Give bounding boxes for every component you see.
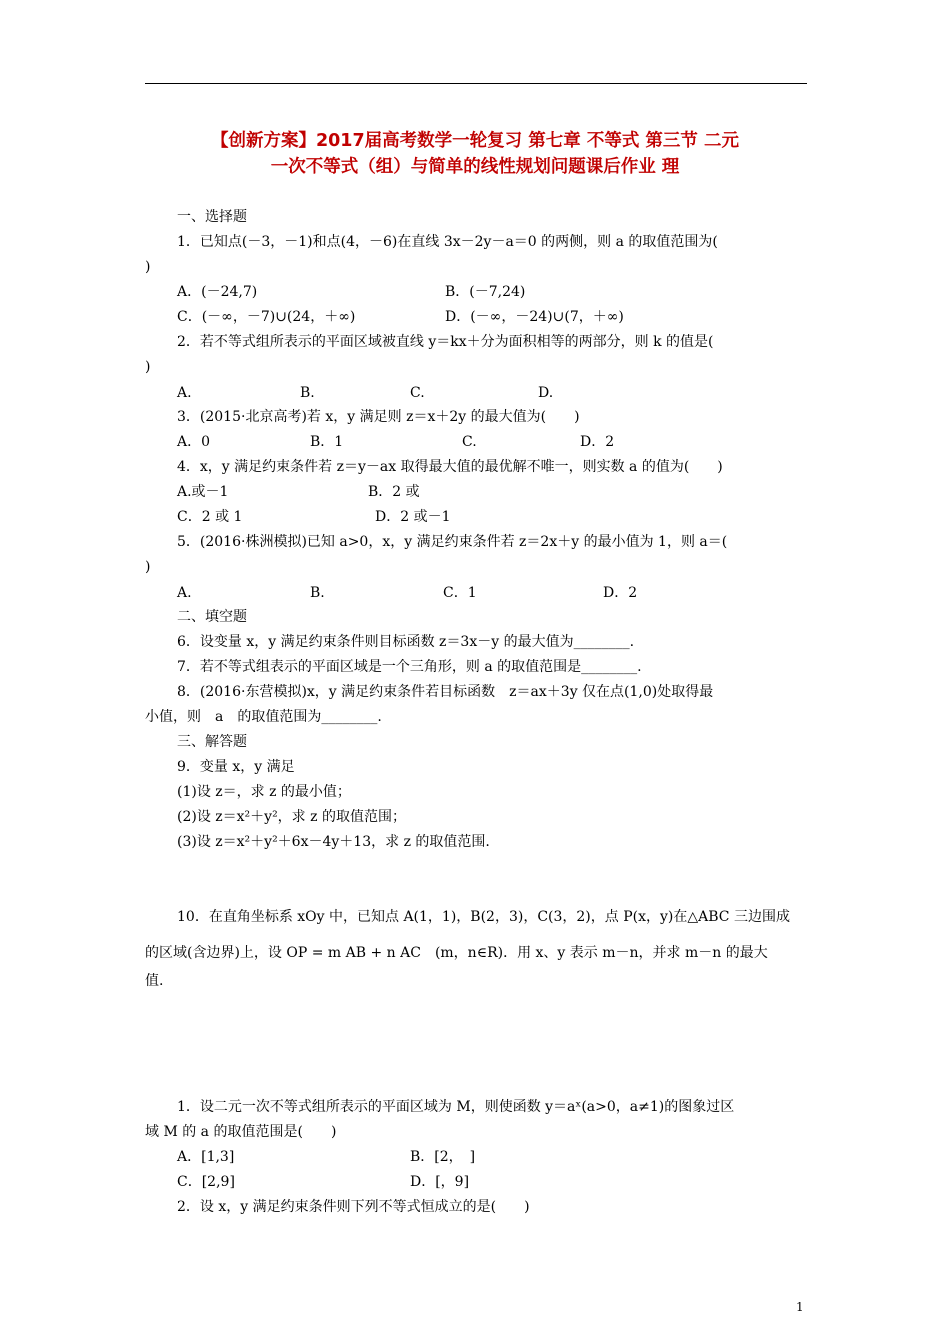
- title-line-1: 【创新方案】2017届高考数学一轮复习 第七章 不等式 第三节 二元: [210, 131, 740, 151]
- q10-stem: 10．在直角坐标系 xOy 中，已知点 A(1，1)，B(2，3)，C(3，2)，点 P(x，y)在△ABC 三边围成: [177, 909, 790, 925]
- q4-option-a: A.或－1: [177, 484, 229, 500]
- q1-stem-cont: ): [145, 259, 151, 275]
- q9-part-1: (1)设 z＝，求 z 的最小值；: [177, 784, 351, 800]
- q10-stem-end: 值.: [145, 973, 164, 989]
- document-title: [135, 128, 815, 180]
- q9-part-3: (3)设 z＝x²＋y²＋6x－4y＋13，求 z 的取值范围.: [177, 834, 490, 850]
- q5-option-c: C．1: [443, 585, 477, 601]
- q4-option-c: C．2 或 1: [177, 509, 243, 525]
- q4-stem: 4．x，y 满足约束条件若 z＝y－ax 取得最大值的最优解不唯一，则实数 a 的值为( ): [177, 459, 723, 475]
- q2-option-a: A.: [177, 385, 192, 401]
- q5-option-a: A.: [177, 585, 192, 601]
- q3-option-c: C.: [462, 434, 477, 450]
- q2-stem-cont: ): [145, 359, 151, 375]
- b1-stem-cont: 域 M 的 a 的取值范围是( ): [145, 1124, 337, 1140]
- q4-option-b: B．2 或: [368, 484, 420, 500]
- section-heading-fill: 二、填空题: [177, 609, 247, 625]
- q5-stem-cont: ): [145, 559, 151, 575]
- q5-option-d: D．2: [603, 585, 638, 601]
- q1-option-a: A．(－24,7): [177, 284, 258, 300]
- q9-part-2: (2)设 z＝x²＋y²，求 z 的取值范围；: [177, 809, 406, 825]
- q4-option-d: D．2 或－1: [375, 509, 451, 525]
- q1-stem: 1．已知点(－3，－1)和点(4，－6)在直线 3x－2y－a＝0 的两侧，则 a 的取值范围为(: [177, 234, 718, 250]
- title-line-2: 一次不等式（组）与简单的线性规划问题课后作业 理: [270, 157, 680, 177]
- b1-option-d: D．[，9]: [410, 1174, 470, 1190]
- q3-option-a: A．0: [177, 434, 211, 450]
- q3-option-d: D．2: [580, 434, 615, 450]
- b1-option-c: C．[2,9]: [177, 1174, 235, 1190]
- q5-option-b: B.: [310, 585, 325, 601]
- q8-stem: 8．(2016·东营模拟)x，y 满足约束条件若目标函数 z＝ax＋3y 仅在点(1,0)处取得最: [177, 684, 714, 700]
- section-heading-answer: 三、解答题: [177, 734, 247, 750]
- q2-stem: 2．若不等式组所表示的平面区域被直线 y＝kx＋分为面积相等的两部分，则 k 的值是(: [177, 334, 714, 350]
- section-heading-choice: 一、选择题: [177, 209, 247, 225]
- q3-stem: 3．(2015·北京高考)若 x，y 满足则 z＝x＋2y 的最大值为( ): [177, 409, 580, 425]
- q1-option-c: C．(－∞，－7)∪(24，＋∞): [177, 309, 356, 325]
- header-rule: [145, 83, 807, 84]
- b1-stem: 1．设二元一次不等式组所表示的平面区域为 M，则使函数 y＝aˣ(a>0，a≠1)的图象过区: [177, 1099, 735, 1115]
- q3-option-b: B．1: [310, 434, 344, 450]
- q7-stem: 7．若不等式组表示的平面区域是一个三角形，则 a 的取值范围是________.: [177, 659, 642, 675]
- q2-option-b: B.: [300, 385, 315, 401]
- q2-option-d: D.: [538, 385, 554, 401]
- q9-stem: 9．变量 x，y 满足: [177, 759, 295, 775]
- page-number: 1: [796, 1300, 804, 1314]
- q2-option-c: C.: [410, 385, 425, 401]
- q8-stem-cont: 小值，则 a 的取值范围为________.: [145, 709, 382, 725]
- q1-option-b: B．(－7,24): [445, 284, 526, 300]
- q5-stem: 5．(2016·株洲模拟)已知 a>0，x，y 满足约束条件若 z＝2x＋y 的最小值为 1，则 a＝(: [177, 534, 728, 550]
- q1-option-d: D．(－∞，－24)∪(7，＋∞): [445, 309, 624, 325]
- b2-stem: 2．设 x，y 满足约束条件则下列不等式恒成立的是( ): [177, 1199, 530, 1215]
- q6-stem: 6．设变量 x，y 满足约束条件则目标函数 z＝3x－y 的最大值为________.: [177, 634, 635, 650]
- b1-option-a: A．[1,3]: [177, 1149, 235, 1165]
- b1-option-b: B．[2， ]: [410, 1149, 476, 1165]
- q10-stem-cont: 的区域(含边界)上，设 OP = m AB + n AC (m，n∈R)．用 x、y 表示 m－n，并求 m－n 的最大: [145, 945, 768, 961]
